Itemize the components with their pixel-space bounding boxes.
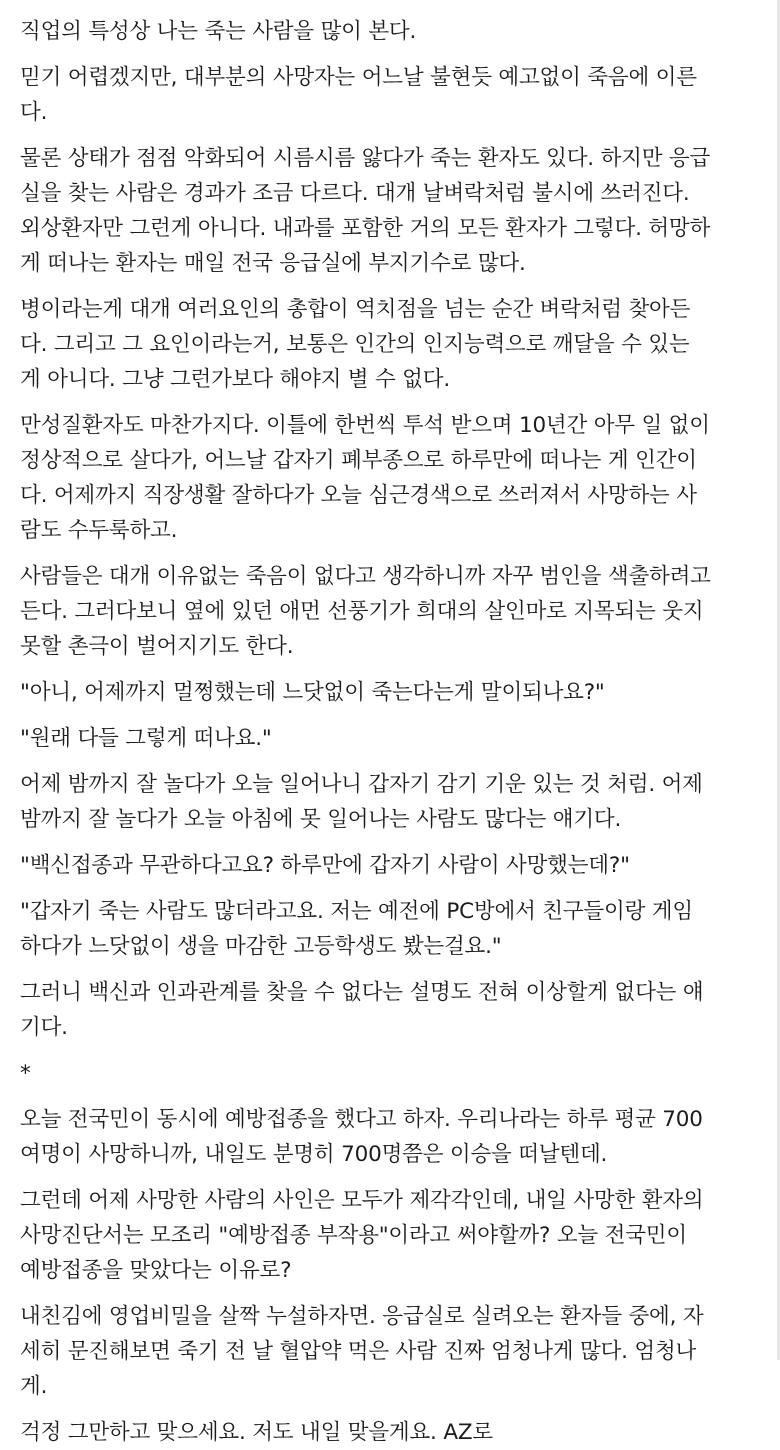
paragraph-line: 내친김에 영업비밀을 살짝 누설하자면. 응급실로 실려오는 환자들 중에, 자	[20, 1304, 704, 1329]
paragraph	[20, 1102, 760, 1172]
paragraph-line: "아니, 어제까지 멀쩡했는데 느닷없이 죽는다는게 말이되나요?"	[20, 680, 605, 705]
paragraph-line: 밤까지 잘 놀다가 오늘 아침에 못 일어나는 사람도 많다는 얘기다.	[20, 807, 622, 832]
paragraph	[20, 60, 760, 130]
paragraph	[20, 559, 760, 664]
paragraph-line: 람도 수두룩하고.	[20, 518, 178, 543]
paragraph	[20, 894, 760, 964]
paragraph	[20, 1183, 760, 1288]
paragraph-line: "원래 다들 그렇게 떠나요."	[20, 726, 272, 751]
paragraph-line: 외상환자만 그런게 아니다. 내과를 포함한 거의 모든 환자가 그렇다. 허망하	[20, 216, 711, 241]
paragraph-line: 사람들은 대개 이유없는 죽음이 없다고 생각하니까 자꾸 범인을 색출하려고	[20, 564, 711, 589]
paragraph	[20, 975, 760, 1045]
paragraph	[20, 675, 760, 710]
paragraph	[20, 141, 760, 281]
paragraph	[20, 767, 760, 837]
paragraph-line: 다. 그리고 그 요인이라는거, 보통은 인간의 인지능력으로 깨달을 수 있는	[20, 332, 690, 357]
paragraph-line: 어제 밤까지 잘 놀다가 오늘 일어나니 갑자기 감기 기운 있는 것 처럼. 어제	[20, 772, 703, 797]
paragraph-line: "백신접종과 무관하다고요? 하루만에 갑자기 사람이 사망했는데?"	[20, 853, 630, 878]
paragraph-line: 그러니 백신과 인과관계를 찾을 수 없다는 설명도 전혀 이상할게 없다는 얘	[20, 980, 704, 1005]
paragraph-line: 다. 어제까지 직장생활 잘하다가 오늘 심근경색으로 쓰러져서 사망하는 사	[20, 483, 697, 508]
paragraph-line: 게 아니다. 그냥 그런가보다 해야지 별 수 없다.	[20, 367, 450, 392]
paragraph	[20, 721, 760, 756]
paragraph-line: 하다가 느닷없이 생을 마감한 고등학생도 봤는걸요."	[20, 934, 502, 959]
paragraph-line: 세히 문진해보면 죽기 전 날 혈압약 먹은 사람 진짜 엄청나게 많다. 엄청나	[20, 1339, 697, 1364]
paragraph-line: 못할 촌극이 벌어지기도 한다.	[20, 634, 294, 659]
paragraph-line: 다.	[20, 100, 48, 125]
paragraph-line: "갑자기 죽는 사람도 많더라고요. 저는 예전에 PC방에서 친구들이랑 게임	[20, 899, 693, 924]
paragraph-line: 정상적으로 살다가, 어느날 갑자기 폐부종으로 하루만에 떠나는 게 인간이	[20, 448, 697, 473]
paragraph	[20, 408, 760, 548]
paragraph	[20, 1415, 760, 1450]
paragraph	[20, 14, 760, 49]
paragraph	[20, 1299, 760, 1404]
paragraph-line: 게 떠나는 환자는 매일 전국 응급실에 부지기수로 많다.	[20, 251, 526, 276]
paragraph-line: 사망진단서는 모조리 "예방접종 부작용"이라고 써야할까? 오늘 전국민이	[20, 1223, 687, 1248]
paragraph-line: 그런데 어제 사망한 사람의 사인은 모두가 제각각인데, 내일 사망한 환자의	[20, 1188, 704, 1213]
paragraph-line: 믿기 어렵겠지만, 대부분의 사망자는 어느날 불현듯 예고없이 죽음에 이른	[20, 65, 697, 90]
paragraph-line: 예방접종을 맞았다는 이유로?	[20, 1258, 292, 1283]
paragraph-line: 물론 상태가 점점 악화되어 시름시름 앓다가 죽는 환자도 있다. 하지만 응급	[20, 146, 711, 171]
paragraph-line: 만성질환자도 마찬가지다. 이틀에 한번씩 투석 받으며 10년간 아무 일 없이	[20, 413, 710, 438]
paragraph-line: 게.	[20, 1374, 48, 1399]
paragraph-line: 병이라는게 대개 여러요인의 총합이 역치점을 넘는 순간 벼락처럼 찾아든	[20, 297, 691, 322]
paragraph-line: 직업의 특성상 나는 죽는 사람을 많이 본다.	[20, 19, 417, 44]
paragraph-line: 든다. 그러다보니 옆에 있던 애먼 선풍기가 희대의 살인마로 지목되는 웃지	[20, 599, 704, 624]
paragraph-line: 기다.	[20, 1015, 68, 1040]
paragraph-line: 여명이 사망하니까, 내일도 분명히 700명쯤은 이승을 떠날텐데.	[20, 1142, 608, 1167]
paragraph	[20, 848, 760, 883]
paragraph-line: *	[20, 1061, 31, 1086]
paragraph	[20, 292, 760, 397]
paragraph	[20, 1056, 760, 1091]
paragraph-line: 걱정 그만하고 맞으세요. 저도 내일 맞을게요. AZ로	[20, 1420, 493, 1445]
paragraph-line: 오늘 전국민이 동시에 예방접종을 했다고 하자. 우리나라는 하루 평균 700	[20, 1107, 703, 1132]
paragraph-line: 실을 찾는 사람은 경과가 조금 다르다. 대개 날벼락처럼 불시에 쓰러진다.	[20, 181, 690, 206]
